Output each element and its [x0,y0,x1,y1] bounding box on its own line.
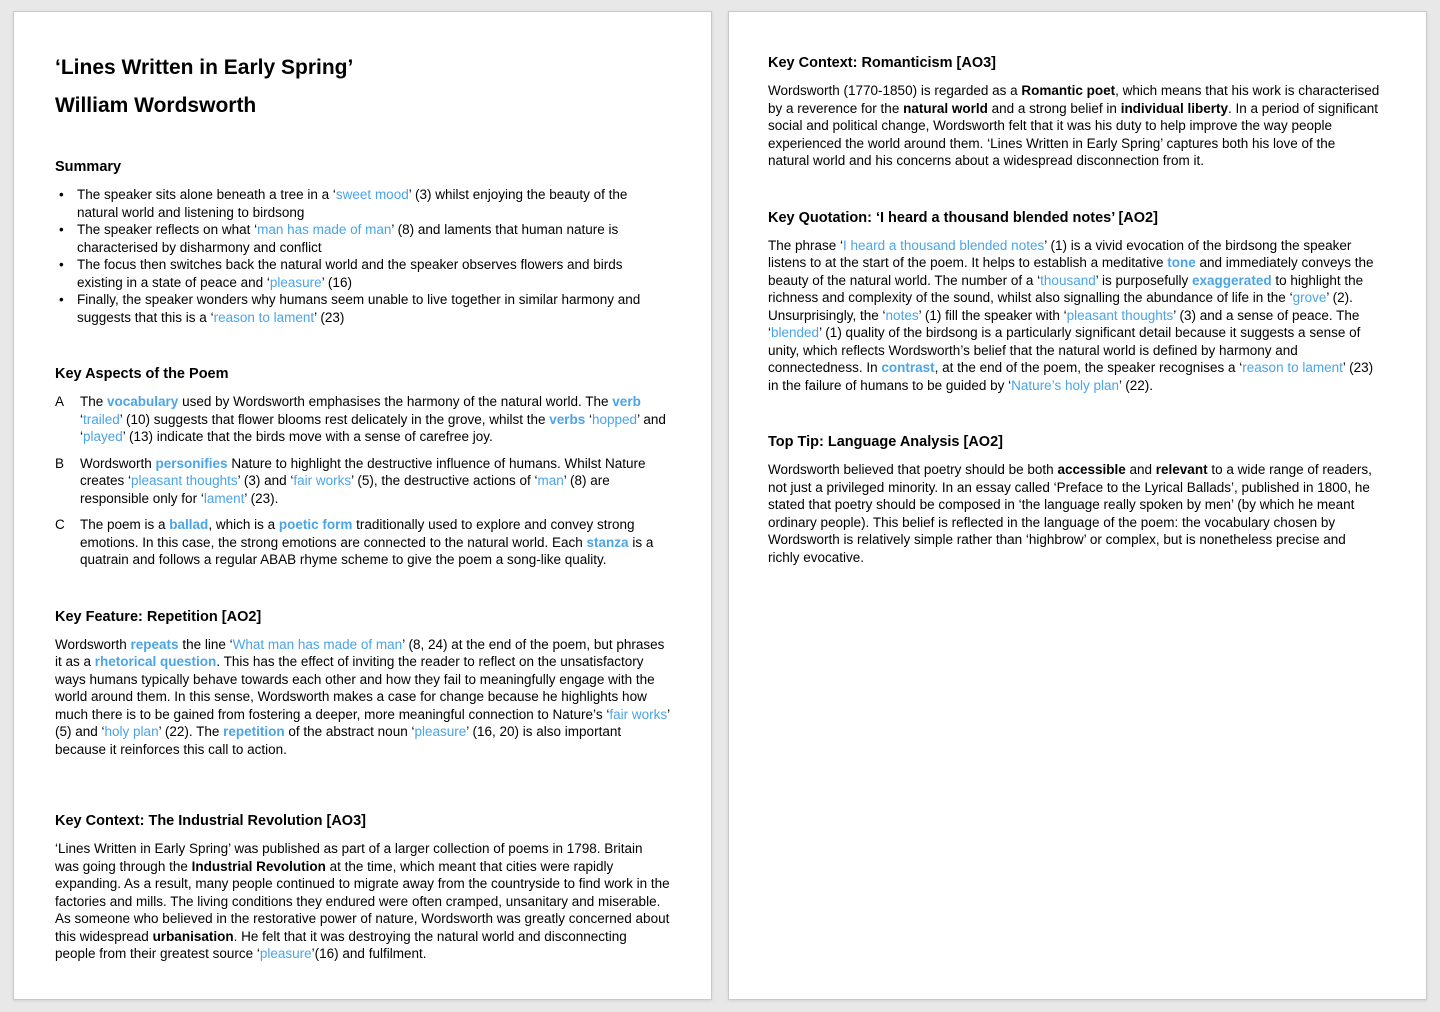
summary-bullet: • The speaker sits alone beneath a tree in a ‘sweet mood’ (3) whilst enjoying the beauty of the natural world and listening to birdsong [55,186,670,221]
heading-key-context-industrial: Key Context: The Industrial Revolution [AO3] [55,813,366,829]
poem-author: William Wordsworth [55,94,257,117]
summary-bullet: • The focus then switches back the natural world and the speaker observes flowers and birds existing in a state of peace and ‘pleasure’ (16) [55,256,670,291]
aspect-item-a [55,393,670,446]
document-page-2 [728,11,1427,1000]
aspect-letter: A [55,394,65,409]
poem-title: ‘Lines Written in Early Spring’ [55,56,354,79]
aspect-text: The poem is a ballad, which is a poetic form traditionally used to explore and convey strong emotions. In this case, the strong emotions are connected to the natural world. Each stanza is a quatrain and follows a regular ABAB rhyme scheme to give the poem a song-like quality. [80,517,654,567]
summary-bullet: • The speaker reflects on what ‘man has made of man’ (8) and laments that human nature is characterised by disharmony and conflict [55,221,670,256]
document-page-1 [13,11,712,1000]
top-tip-paragraph: Wordsworth believed that poetry should be both accessible and relevant to a wide range of readers, not just a privileged minority. In an essay called ‘Preface to the Lyrical Ballads’, published in 1800, he stated that poetry should be composed in ‘the language really spoken by men’ (by which he meant ordinary people). This belief is reflected in the language of the poem: the vocabulary chosen by Wordsworth is relatively simple rather than ‘highbrow’ or complex, but is nonetheless precise and richly evocative. [768,462,1372,565]
summary-bullet: • Finally, the speaker wonders why humans seem unable to live together in similar harmony and suggests that this is a ‘reason to lament’ (23) [55,291,670,326]
key-feature-paragraph: Wordsworth repeats the line ‘What man has made of man’ (8, 24) at the end of the poem, but phrases it as a rhetorical question. This has the effect of inviting the reader to reflect on the unsatisfactory ways humans typically behave towards each other and how they fail to meaningfully engage with the world around them. In this sense, Wordsworth makes a case for change because he highlights how much there is to be gained from fostering a deeper, more meaningful connection to Nature’s ‘fair works’ (5) and ‘holy plan’ (22). The repetition of the abstract noun ‘pleasure’ (16, 20) is also important because it reinforces this call to action. [55,636,670,757]
key-quotation-paragraph: The phrase ‘I heard a thousand blended notes’ (1) is a vivid evocation of the birdsong the speaker listens to at the start of the poem. It helps to establish a meditative tone and immediately conveys the beauty of the natural world. The number of a ‘thousand’ is purposefully exaggerated to highlight the richness and complexity of the sound, whilst also signalling the abundance of life in the ‘grove’ (2). Unsurprisingly, the ‘notes’ (1) fill the speaker with ‘pleasant thoughts’ (3) and a sense of peace. The ‘blended’ (1) quality of the birdsong is a particularly significant detail because it suggests a sense of unity, which reflects Wordsworth’s belief that the natural world is defined by harmony and connectedness. In contrast, at the end of the poem, the speaker recognises a ‘reason to lament’ (23) in the failure of humans to be guided by ‘Nature’s holy plan’ (22). [768,237,1374,393]
heading-key-quotation: Key Quotation: ‘I heard a thousand blended notes’ [AO2] [768,209,1158,226]
heading-top-tip: Top Tip: Language Analysis [AO2] [768,434,1003,450]
heading-key-context-romanticism: Key Context: Romanticism [AO3] [768,55,997,71]
aspect-text: The vocabulary used by Wordsworth emphasises the harmony of the natural world. The verb ‘trailed’ (10) suggests that flower blooms rest delicately in the grove, whilst the verbs ‘hopped’ and ‘played’ (13) indicate that the birds move with a sense of carefree joy. [80,394,666,444]
romanticism-paragraph: Wordsworth (1770-1850) is regarded as a Romantic poet, which means that his work is characterised by a reverence for the natural world and a strong belief in individual liberty. In a period of significant social and political change, Wordsworth felt that it was his duty to help improve the way people experienced the world around them. ‘Lines Written in Early Spring’ captures both his love of the natural world and his concerns about a widespread disconnection from it. [768,83,1380,168]
aspect-text: Wordsworth personifies Nature to highlight the destructive influence of humans. Whilst Nature creates ‘pleasant thoughts’ (3) and ‘fair works’ (5), the destructive actions of ‘man’ (8) are responsible only for ‘lament’ (23). [80,455,646,506]
aspect-letter: B [55,455,65,471]
aspect-item-b [55,455,670,508]
summary-bullet-list [55,186,670,326]
aspect-item-c [55,516,670,569]
heading-key-feature: Key Feature: Repetition [AO2] [55,608,262,625]
aspect-letter: C [55,517,65,532]
key-aspects-list [55,393,670,569]
heading-summary: Summary [55,159,122,175]
heading-key-aspects: Key Aspects of the Poem [55,366,229,382]
key-context-industrial-paragraph: ‘Lines Written in Early Spring’ was published as part of a larger collection of poems in 1798. Britain was going through the Industrial Revolution at the time, which meant that cities were rapidly expanding. As a result, many people continued to migrate away from the countryside to find work in the factories and mills. The living conditions they endured were often cramped, unsanitary and miserable. As someone who believed in the restorative power of nature, Wordsworth was greatly concerned about this widespread urbanisation. He felt that it was destroying the natural world and disconnecting people from their greatest source ‘pleasure’(16) and fulfilment. [55,841,670,961]
